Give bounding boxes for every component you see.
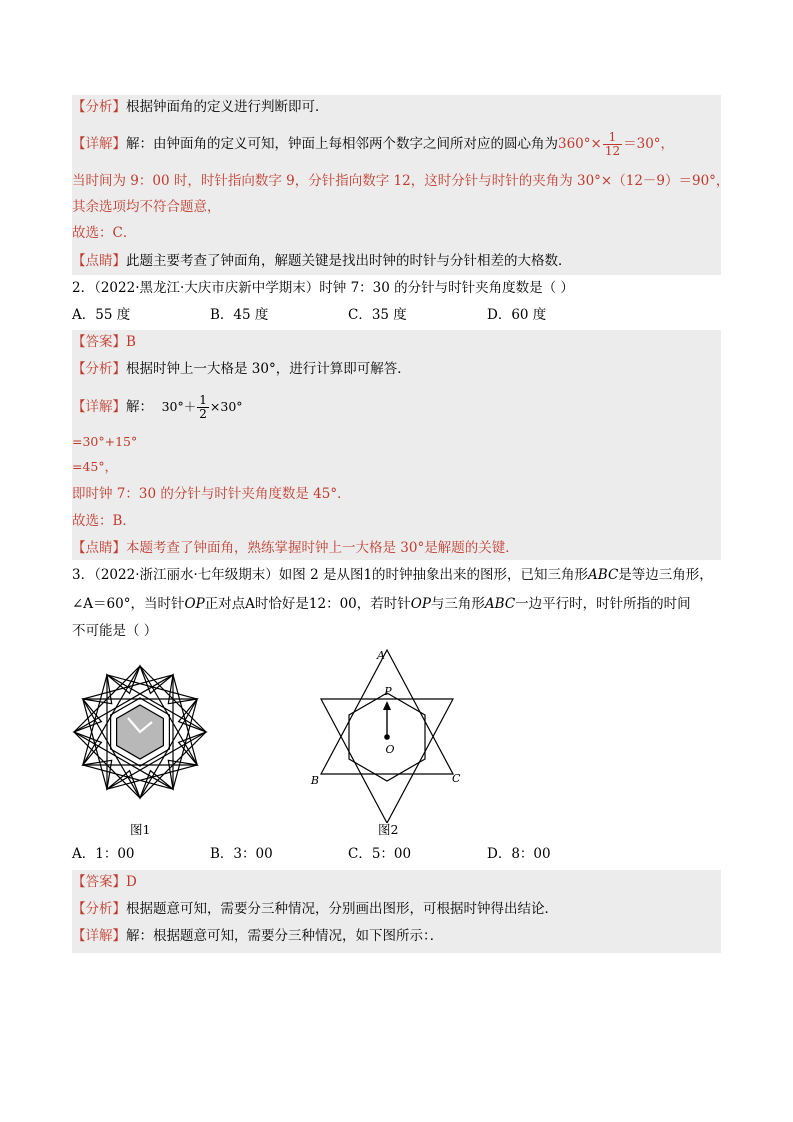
figure-1-star-clock [70,662,210,802]
q2-option-b: B．45 度 [210,307,269,323]
fraction-numerator: 1 [199,393,207,407]
q3-analysis-line [72,900,721,918]
q2-detail-line [72,392,721,422]
stem-text: ∠A＝60°，当时针 [72,596,185,612]
comment-tag: 【点睛】 [72,540,126,556]
detail-text: 解： [126,399,153,415]
stem-text: 正对点A时恰好是12：00，若时针 [204,596,411,612]
q2-detail-line4: 即时钟 7：30 的分针与时针夹角度数是 45°． [72,486,351,502]
math-op: OP [184,596,205,612]
detail-tag: 【详解】 [72,136,126,152]
analysis-text: 根据题意可知，需要分三种情况，分别画出图形，可根据时钟得出结论． [126,901,558,917]
analysis-tag: 【分析】 [72,361,126,377]
detail-math: 30°＋ [161,399,197,414]
stem-text: 一边平行时，时针所指的时间 [515,596,691,612]
analysis-tag: 【分析】 [72,901,126,917]
q1-comment-line [72,252,721,270]
q1-analysis-line [72,98,721,116]
label-c: C [452,772,461,785]
detail-math-result: ＝30°， [623,136,675,152]
analysis-text: 根据钟面角的定义进行判断即可． [126,99,329,115]
q3-option-c: C．5：00 [348,846,412,862]
detail-text: 解：由钟面角的定义可知，钟面上每相邻两个数字之间所对应的圆心角为 [126,136,558,152]
q3-answer-line [72,873,721,891]
fraction-numerator: 1 [603,131,622,145]
figure-2-hexagram [305,643,465,823]
comment-text: 此题主要考查了钟面角，解题关键是找出时钟的时针与分针相差的大格数． [126,253,572,269]
math-op: OP [410,596,431,612]
q2-comment-line [72,539,721,557]
arrow-head [383,701,391,710]
center-point-o [384,734,390,740]
q2-option-a: A．55 度 [72,307,131,323]
detail-text: 解：根据题意可知，需要分三种情况，如下图所示：． [126,928,444,944]
q2-detail-line3: =45°， [72,459,118,474]
analysis-tag: 【分析】 [72,99,126,115]
fraction [603,131,622,158]
q3-stem-line2 [72,595,721,613]
q2-option-d: D．60 度 [487,307,547,323]
figure-1-caption: 图1 [130,822,151,837]
answer-value: D [126,874,137,890]
comment-text: 本题考查了钟面角，熟练掌握时钟上一大格是 30°是解题的关键． [126,540,519,556]
stem-text: 与三角形 [430,596,485,612]
label-p: P [384,685,392,698]
math-abc: ABC [484,596,516,612]
q3-option-b: B．3：00 [210,846,273,862]
detail-math-result: ×30° [209,399,243,414]
answer-tag: 【答案】 [72,334,126,350]
detail-tag: 【详解】 [72,928,126,944]
fraction [197,394,209,421]
fraction-denominator: 12 [604,144,621,158]
q3-option-d: D．8：00 [487,846,551,862]
detail-math: 360°× [558,136,602,152]
q3-detail-line [72,927,721,945]
q2-detail-line2: =30°+15° [72,434,138,449]
label-o: O [385,743,395,756]
figure-2-caption: 图2 [378,822,399,837]
fraction-denominator: 2 [199,407,207,421]
q3-option-a: A．1：00 [72,846,135,862]
q2-answer-line [72,333,721,351]
q2-option-c: C．35 度 [348,307,407,323]
q1-detail-line4: 故选：C． [72,225,137,241]
q1-detail-line2: 当时间为 9：00 时，时针指向数字 9，分针指向数字 12，这时分针与时针的夹角为 30°×（12－9）＝90°， [72,173,730,189]
q3-stem-line1 [72,566,721,584]
detail-tag: 【详解】 [72,399,126,415]
stem-text: 是等边三角形， [618,567,713,583]
q2-stem: 2．（2022·黑龙江·大庆市庆新中学期末）时钟 7：30 的分针与时针夹角度数是（ ） [72,280,574,296]
comment-tag: 【点睛】 [72,253,126,269]
analysis-text: 根据时钟上一大格是 30°，进行计算即可解答． [126,361,411,377]
q2-analysis-line [72,360,721,378]
math-abc: ABC [588,567,619,583]
answer-tag: 【答案】 [72,874,126,890]
q2-detail-line5: 故选：B． [72,513,136,529]
answer-value: B [126,334,136,350]
label-b: B [310,774,319,787]
label-a: A [377,649,385,662]
q1-detail-line3: 其余选项均不符合题意， [72,199,221,215]
stem-text: 3．（2022·浙江丽水·七年级期末）如图 2 是从图1的时钟抽象出来的图形，已知三角形 [72,567,589,583]
q1-detail-line [72,130,721,158]
q3-stem-line3: 不可能是（ ） [72,623,158,639]
